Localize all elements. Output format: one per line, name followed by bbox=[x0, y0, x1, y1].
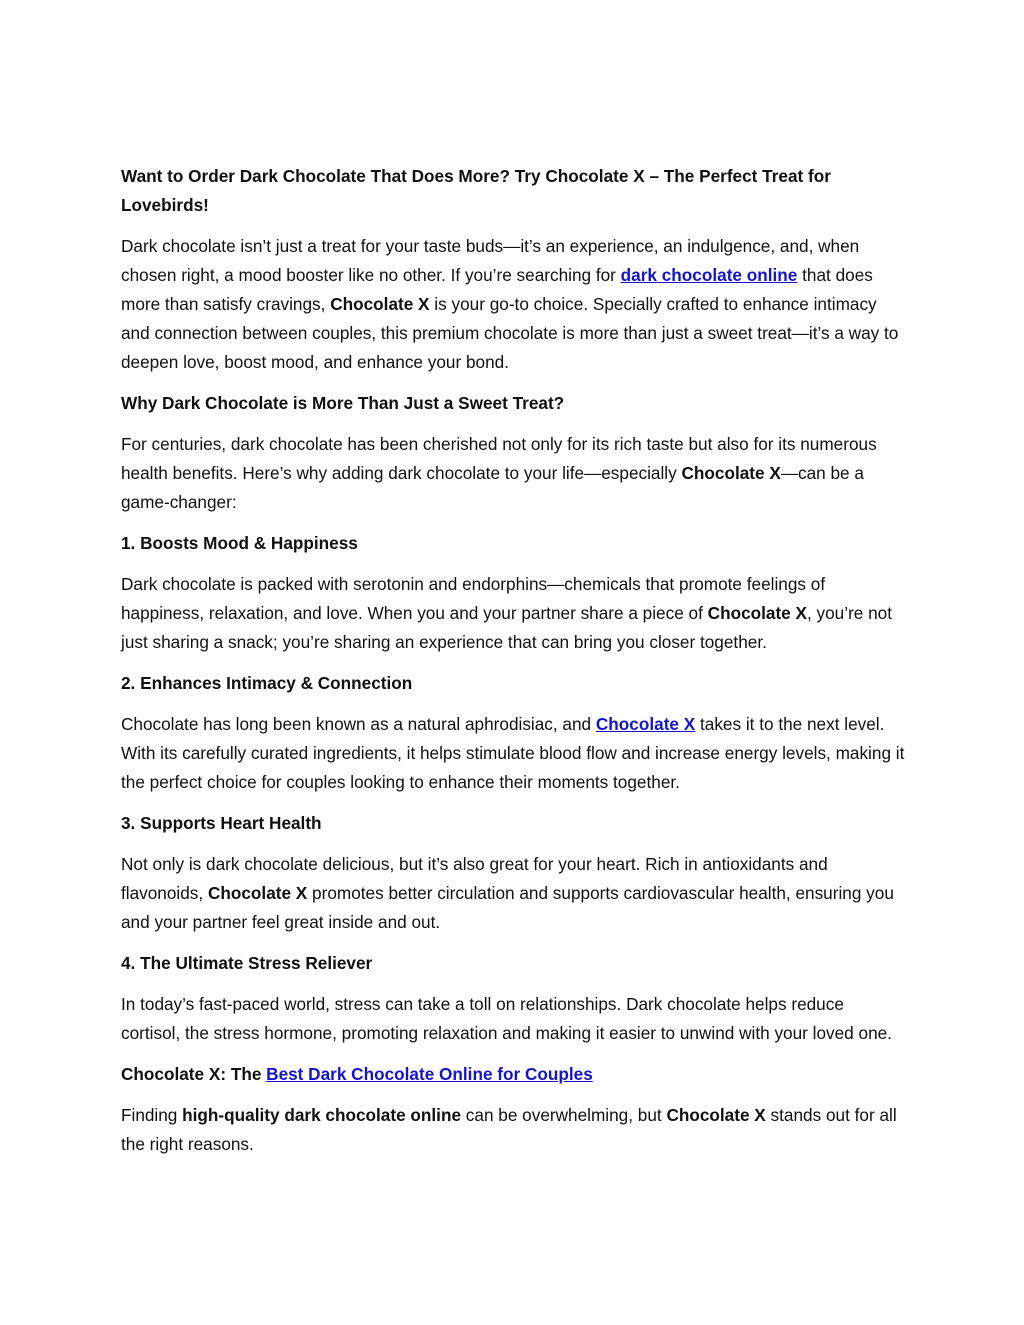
section-3-heading: 3. Supports Heart Health bbox=[121, 813, 322, 833]
chocolate-x-link[interactable]: Chocolate X bbox=[595, 714, 696, 734]
intro-text-3: is your go-to choice. Specially crafted to enhance intimacy and connection between couples, this premium chocolate is more than just a sweet treat—it’s a way to deepen love, boost mood, and enhance your bond. bbox=[121, 294, 899, 372]
intro-text-2: that does more than satisfy cravings, bbox=[121, 265, 873, 314]
dark-chocolate-online-link[interactable]: dark chocolate online bbox=[620, 265, 798, 285]
intro-text-1: Dark chocolate isn’t just a treat for your taste buds—it’s an experience, an indulgence, and, when chosen right, a mood booster like no other. If you’re searching for bbox=[121, 236, 860, 285]
best-bold-1: high-quality dark chocolate online bbox=[182, 1105, 462, 1125]
best-heading-prefix: Chocolate X: The bbox=[121, 1064, 267, 1084]
why-text-1: For centuries, dark chocolate has been cherished not only for its rich taste but also for its numerous health benefits. Here’s why adding dark chocolate to your life—especially bbox=[121, 434, 877, 483]
section-1-paragraph bbox=[121, 570, 906, 657]
best-dark-chocolate-link[interactable]: Best Dark Chocolate Online for Couples bbox=[266, 1064, 593, 1084]
section-4-paragraph: In today’s fast-paced world, stress can take a toll on relationships. Dark chocolate helps reduce cortisol, the stress hormone, promoting relaxation and making it easier to unwind with your loved one. bbox=[121, 994, 892, 1043]
best-text-3: stands out for all the right reasons. bbox=[121, 1105, 897, 1154]
why-text-2: —can be a game-changer: bbox=[121, 463, 864, 512]
section-1-bold-brand: Chocolate X bbox=[707, 603, 807, 623]
section-2-heading: 2. Enhances Intimacy & Connection bbox=[121, 673, 413, 693]
section-2-paragraph bbox=[121, 710, 906, 797]
best-text-1: Finding bbox=[121, 1105, 183, 1125]
section-3-text-2: promotes better circulation and supports cardiovascular health, ensuring you and your partner feel great inside and out. bbox=[121, 883, 894, 932]
document-title: Want to Order Dark Chocolate That Does More? Try Chocolate X – The Perfect Treat for Lovebirds! bbox=[121, 166, 831, 215]
why-heading: Why Dark Chocolate is More Than Just a Sweet Treat? bbox=[121, 393, 565, 413]
best-bold-brand: Chocolate X bbox=[666, 1105, 766, 1125]
intro-paragraph bbox=[121, 232, 906, 377]
why-paragraph bbox=[121, 430, 906, 517]
why-bold-brand: Chocolate X bbox=[681, 463, 781, 483]
section-1-heading: 1. Boosts Mood & Happiness bbox=[121, 533, 358, 553]
best-heading bbox=[121, 1060, 906, 1089]
section-2-text-2: takes it to the next level. With its carefully curated ingredients, it helps stimulate blood flow and increase energy levels, making it the perfect choice for couples looking to enhance their moments together. bbox=[121, 714, 905, 792]
intro-bold-brand: Chocolate X bbox=[330, 294, 430, 314]
section-1-text-1: Dark chocolate is packed with serotonin and endorphins—chemicals that promote feelings of happiness, relaxation, and love. When you and your partner share a piece of bbox=[121, 574, 826, 623]
section-1-text-2: , you’re not just sharing a snack; you’re sharing an experience that can bring you closer together. bbox=[121, 603, 893, 652]
section-3-paragraph bbox=[121, 850, 906, 937]
section-4-heading: 4. The Ultimate Stress Reliever bbox=[121, 953, 373, 973]
section-2-text-1: Chocolate has long been known as a natural aphrodisiac, and bbox=[121, 714, 596, 734]
section-3-bold-brand: Chocolate X bbox=[207, 883, 308, 903]
section-3-text-1: Not only is dark chocolate delicious, but it’s also great for your heart. Rich in antioxidants and flavonoids, bbox=[121, 854, 828, 903]
best-paragraph bbox=[121, 1101, 906, 1159]
best-text-2: can be overwhelming, but bbox=[461, 1105, 667, 1125]
document-body bbox=[121, 162, 906, 1171]
